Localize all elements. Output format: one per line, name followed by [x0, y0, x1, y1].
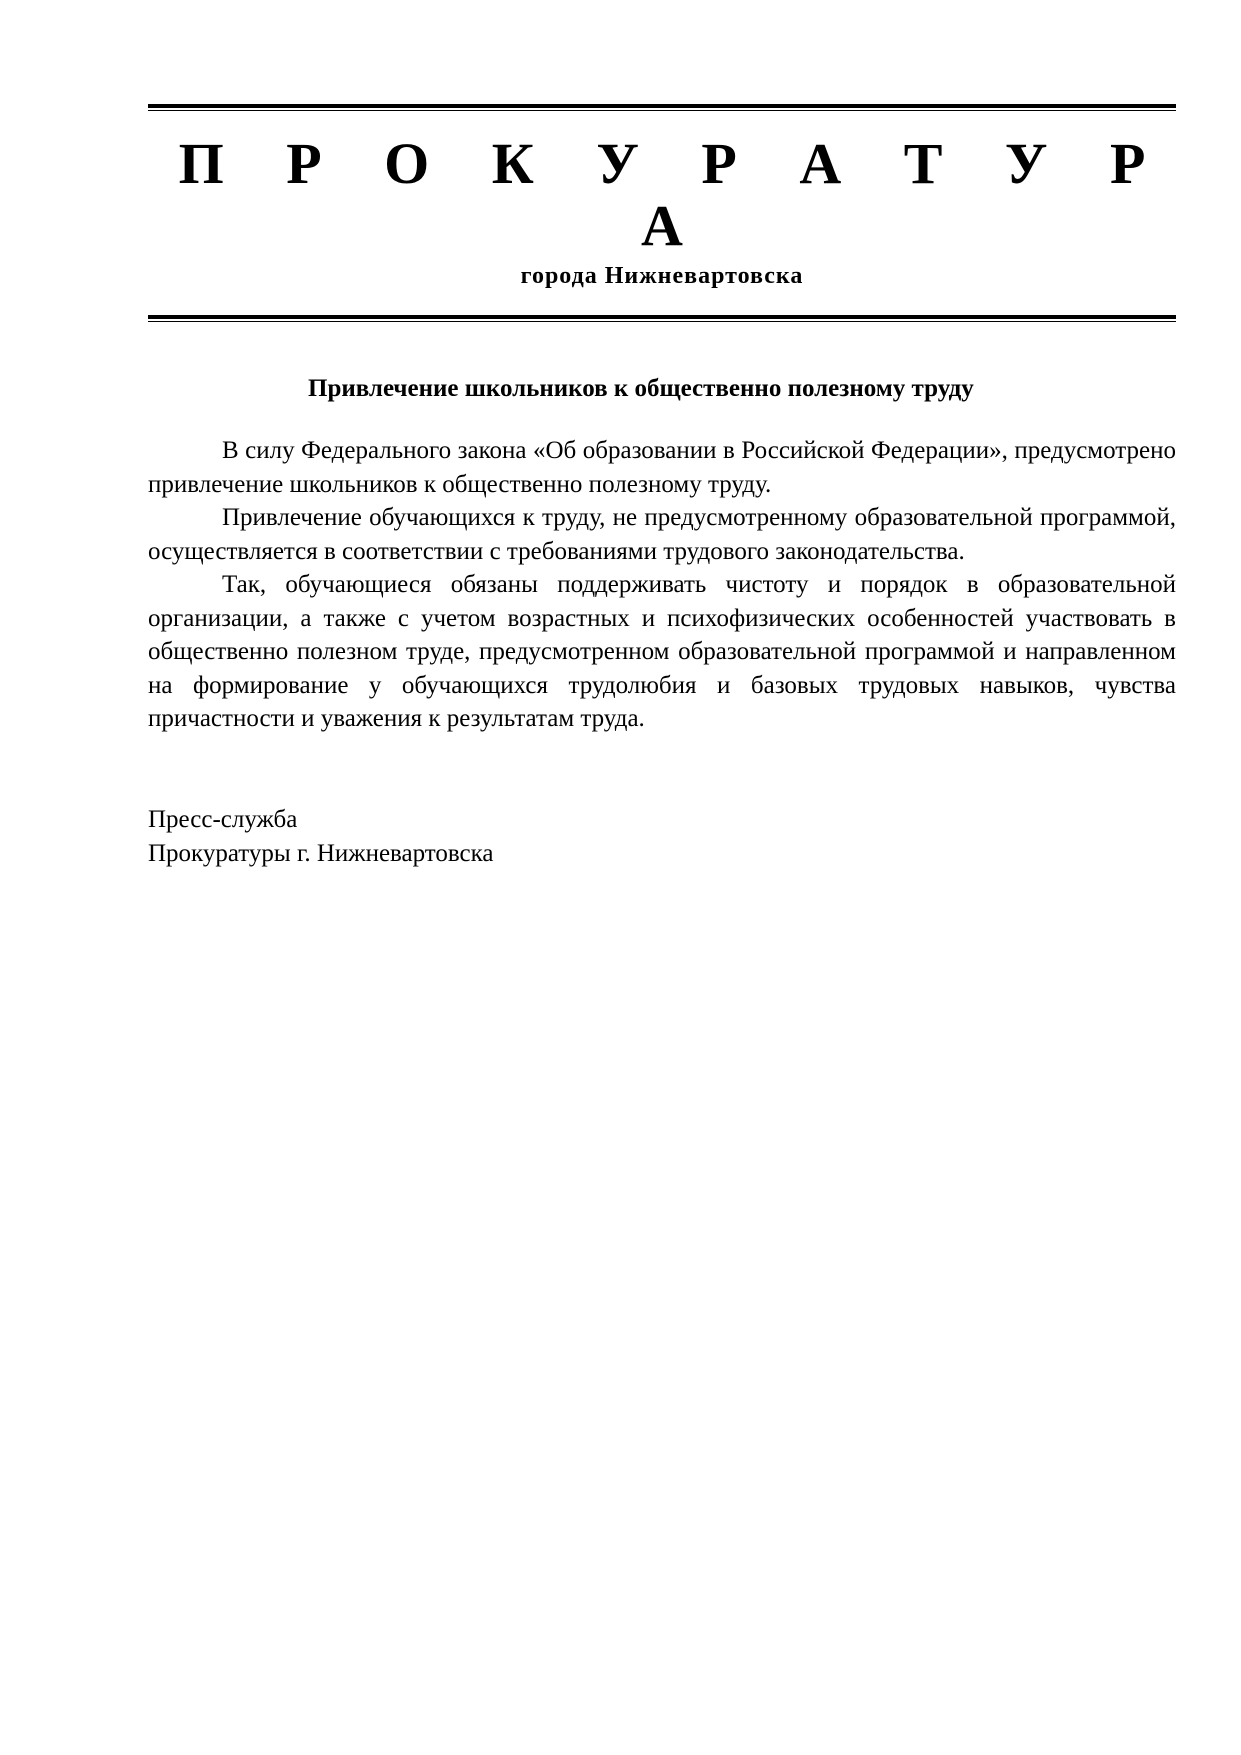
document-page — [148, 104, 1176, 871]
paragraph-3: Так, обучающиеся обязаны поддерживать чистоту и порядок в образовательной организации, а также с учетом возрастных и психофизических особенностей участвовать в общественно полезном труде, предусмотренном образовательной программой и направленном на формирование у обучающихся трудолюбия и базовых трудовых навыков, чувства причастности и уважения к результатам труда. — [148, 571, 1176, 732]
document-body — [148, 434, 1176, 736]
letterhead-title: П Р О К У Р А Т У Р А — [178, 131, 1170, 258]
header-top-rule — [148, 104, 1176, 111]
signature-block — [148, 803, 1176, 871]
paragraph-1: В силу Федерального закона «Об образовании в Российской Федерации», предусмотрено привлечение школьников к общественно полезному труду. — [148, 437, 1176, 498]
letterhead — [148, 111, 1176, 315]
header-bottom-rule — [148, 315, 1176, 322]
paragraph-2: Привлечение обучающихся к труду, не предусмотренному образовательной программой, осуществляется в соответствии с требованиями трудового законодательства. — [148, 504, 1176, 565]
letterhead-subtitle: города Нижневартовска — [520, 263, 804, 289]
signature-line-1: Пресс-служба — [148, 805, 298, 833]
signature-line-2: Прокуратуры г. Нижневартовска — [148, 839, 494, 867]
document-heading: Привлечение школьников к общественно полезному труду — [308, 375, 974, 402]
